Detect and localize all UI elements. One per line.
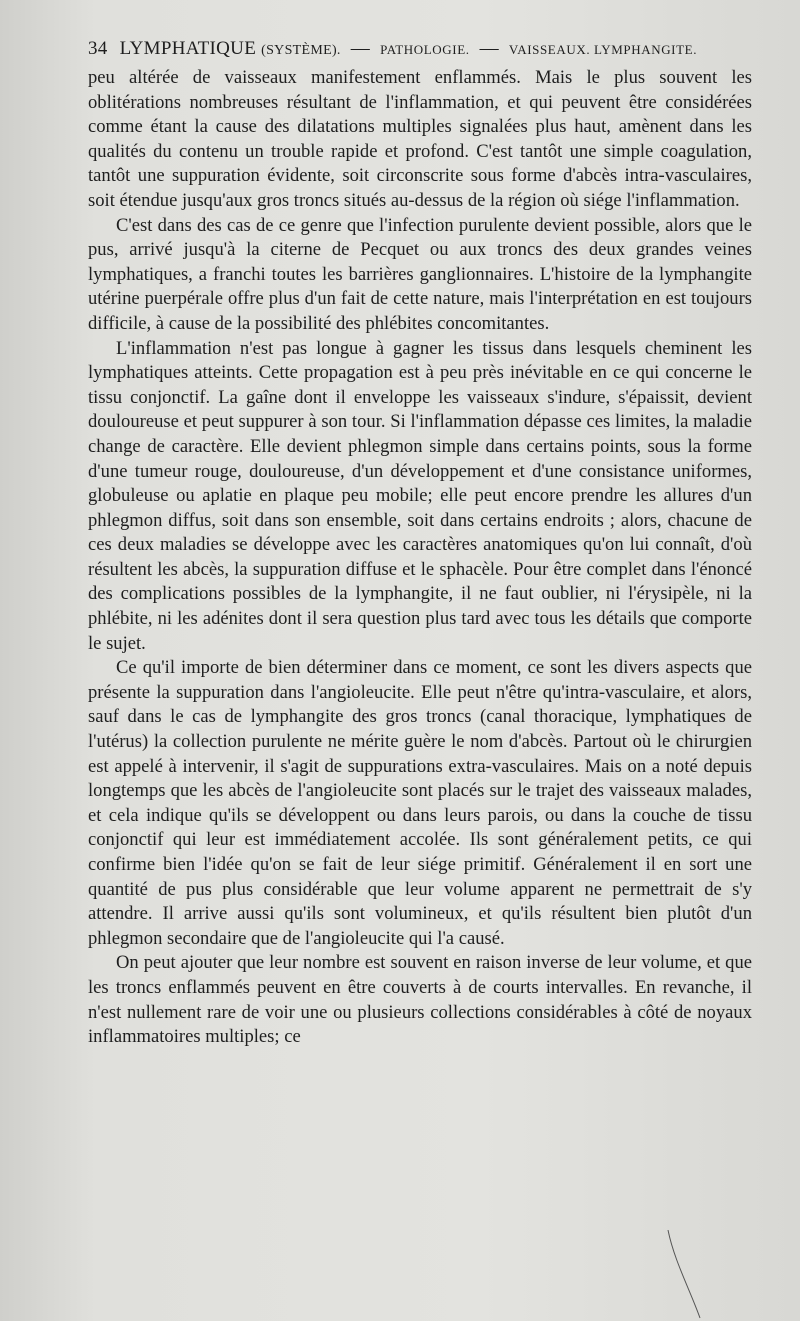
pencil-mark [660,1230,720,1320]
header-dash: — [350,38,371,59]
page-number: 34 [88,38,108,59]
paragraph: Ce qu'il importe de bien déterminer dans ce moment, ce sont les divers aspects que présente la suppuration dans l'angioleucite. Elle peut n'être qu'intra-vasculaire, et alors, sauf dans le cas de lymphangite des gros troncs (canal thoracique, lymphatiques de l'utérus) la collection purulente ne mérite guère le nom d'abcès. Partout où le chirurgien est appelé à intervenir, il s'agit de suppurations extra-vasculaires. Mais on a noté depuis longtemps que les abcès de l'angioleucite sont placés sur le trajet des vaisseaux malades, et cela indique qu'ils se développent ou dans leurs parois, ou dans la couche de tissu conjonctif qui leur est immédiatement accolée. Ils sont généralement petits, ce qui confirme bien l'idée qu'on se fait de leur siége primitif. Généralement il en sort une quantité de pus plus considérable que leur volume apparent ne permettrait de s'y attendre. Il arrive aussi qu'ils sont volumineux, et qu'ils résultent bien plutôt d'un phlegmon secondaire que de l'angioleucite qui l'a causé. [88,657,752,949]
header-title-qualifier: (SYSTÈME). [261,43,341,58]
header-subsection: VAISSEAUX. LYMPHANGITE. [508,42,698,57]
body-text [88,66,752,1050]
header-title: LYMPHATIQUE [119,38,257,59]
paragraph: L'inflammation n'est pas longue à gagner les tissus dans lesquels cheminent les lymphatiques atteints. Cette propagation est à peu près inévitable en ce qui concerne le tissu conjonctif. La gaîne dont il enveloppe les vaisseaux s'indure, s'épaissit, devient douloureuse et peut suppurer à son tour. Si l'inflammation dépasse ces limites, la maladie change de caractère. Elle devient phlegmon simple dans certains points, sous la forme d'une tumeur rouge, douloureuse, d'un développement et d'une consistance uniformes, globuleuse ou aplatie en plaque peu mobile; elle peut encore prendre les allures d'un phlegmon diffus, soit dans son ensemble, soit dans certains endroits ; alors, chacune de ces deux maladies se développe avec les caractères anatomiques qu'on lui connaît, d'où résultent les abcès, la suppuration diffuse et le sphacèle. Pour être complet dans l'énoncé des complications possibles de la lymphangite, il ne faut oublier, ni l'érysipèle, ni la phlébite, ni les adénites dont il sera question plus tard avec tous les détails que comporte le sujet. [88,337,752,654]
header-section: PATHOLOGIE. [380,42,470,57]
running-header [88,38,752,60]
paragraph: On peut ajouter que leur nombre est souvent en raison inverse de leur volume, et que les troncs enflammés peuvent en être couverts à de courts intervalles. En revanche, il n'est nullement rare de voir une ou plusieurs collections considérables à côté de noyaux inflammatoires multiples; ce [88,952,752,1048]
header-dash: — [479,38,499,59]
paragraph: peu altérée de vaisseaux manifestement enflammés. Mais le plus souvent les oblitérations nombreuses résultant de l'inflammation, et qui peuvent être considérées comme étant la cause des dilatations multiples signalées plus haut, amènent dans les qualités du contenu un trouble rapide et profond. C'est tantôt une simple coagulation, tantôt une suppuration évidente, soit circonscrite sous forme d'abcès intra-vasculaires, soit étendue jusqu'aux gros troncs situés au-dessus de la région où siége l'inflammation. [88,67,752,211]
paragraph: C'est dans des cas de ce genre que l'infection purulente devient possible, alors que le pus, arrivé jusqu'à la citerne de Pecquet ou aux troncs des deux grandes veines lymphatiques, a franchi toutes les barrières ganglionnaires. L'histoire de la lymphangite utérine puerpérale offre plus d'un fait de cette nature, mais l'interprétation en est toujours difficile, à cause de la possibilité des phlébites concomitantes. [88,214,752,334]
